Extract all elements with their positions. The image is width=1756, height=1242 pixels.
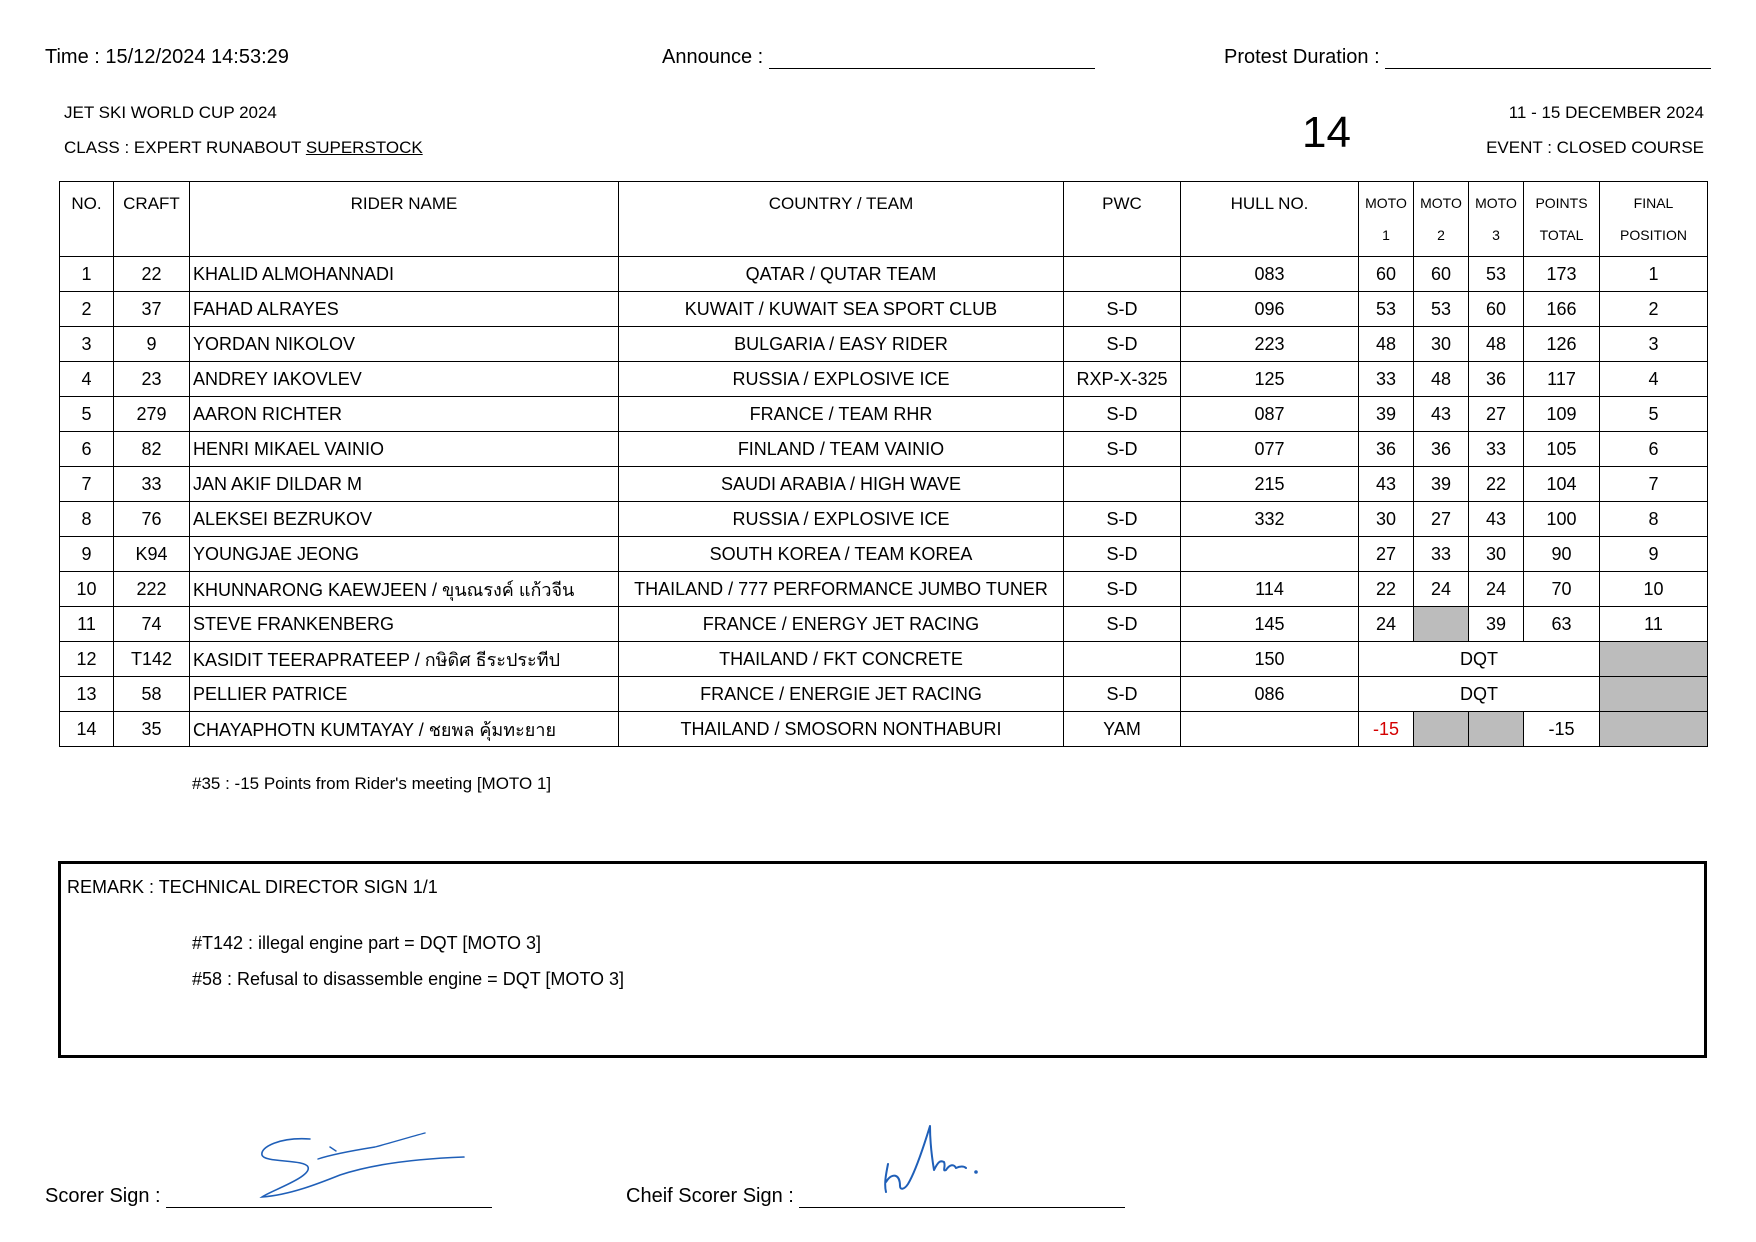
row-rider-name: FAHAD ALRAYES xyxy=(190,292,619,327)
col-rider: RIDER NAME xyxy=(190,182,619,257)
row-final-position: 11 xyxy=(1600,607,1708,642)
row-craft: K94 xyxy=(114,537,190,572)
row-final-position: 6 xyxy=(1600,432,1708,467)
row-rider-name: KHALID ALMOHANNADI xyxy=(190,257,619,292)
row-moto3: 60 xyxy=(1469,292,1524,327)
table-row xyxy=(60,432,1708,467)
row-moto3: 33 xyxy=(1469,432,1524,467)
row-moto3: 22 xyxy=(1469,467,1524,502)
row-hull-no xyxy=(1181,712,1359,747)
table-row xyxy=(60,502,1708,537)
row-rider-name: ANDREY IAKOVLEV xyxy=(190,362,619,397)
row-final-position: 9 xyxy=(1600,537,1708,572)
row-moto2: 30 xyxy=(1414,327,1469,362)
table-row xyxy=(60,327,1708,362)
announce-line xyxy=(662,46,1095,69)
row-status: DQT xyxy=(1359,642,1600,677)
row-moto2 xyxy=(1414,712,1469,747)
penalty-note: #35 : -15 Points from Rider's meeting [MOTO 1] xyxy=(192,774,552,793)
row-craft: 22 xyxy=(114,257,190,292)
row-country-team: SOUTH KOREA / TEAM KOREA xyxy=(619,537,1064,572)
table-row xyxy=(60,467,1708,502)
row-hull-no: 087 xyxy=(1181,397,1359,432)
row-rider-name: YOUNGJAE JEONG xyxy=(190,537,619,572)
row-pwc: S-D xyxy=(1064,607,1181,642)
row-no: 13 xyxy=(60,677,114,712)
row-final-position xyxy=(1600,677,1708,712)
row-final-position: 1 xyxy=(1600,257,1708,292)
col-moto3: MOTO 3 xyxy=(1469,182,1524,257)
row-country-team: RUSSIA / EXPLOSIVE ICE xyxy=(619,362,1064,397)
row-moto3: 27 xyxy=(1469,397,1524,432)
row-points-total: 104 xyxy=(1524,467,1600,502)
row-final-position xyxy=(1600,712,1708,747)
protest-label: Protest Duration : xyxy=(1224,46,1380,68)
row-country-team: RUSSIA / EXPLOSIVE ICE xyxy=(619,502,1064,537)
row-country-team: THAILAND / FKT CONCRETE xyxy=(619,642,1064,677)
row-final-position xyxy=(1600,642,1708,677)
row-country-team: THAILAND / SMOSORN NONTHABURI xyxy=(619,712,1064,747)
row-final-position: 2 xyxy=(1600,292,1708,327)
row-craft: 82 xyxy=(114,432,190,467)
row-hull-no: 332 xyxy=(1181,502,1359,537)
row-pwc: S-D xyxy=(1064,677,1181,712)
table-row xyxy=(60,677,1708,712)
row-moto2: 60 xyxy=(1414,257,1469,292)
event-dates: 11 - 15 DECEMBER 2024 xyxy=(1508,103,1704,122)
row-moto1: 43 xyxy=(1359,467,1414,502)
row-moto1: 33 xyxy=(1359,362,1414,397)
row-status: DQT xyxy=(1359,677,1600,712)
row-rider-name: KHUNNARONG KAEWJEEN / ขุนณรงค์ แก้วจีน xyxy=(190,572,619,607)
row-craft: 9 xyxy=(114,327,190,362)
row-hull-no xyxy=(1181,537,1359,572)
table-row xyxy=(60,362,1708,397)
row-country-team: FRANCE / ENERGIE JET RACING xyxy=(619,677,1064,712)
col-hull: HULL NO. xyxy=(1181,182,1359,257)
col-moto2: MOTO 2 xyxy=(1414,182,1469,257)
time-label: Time : xyxy=(45,46,100,68)
entry-count: 14 xyxy=(1302,108,1351,157)
row-country-team: FRANCE / ENERGY JET RACING xyxy=(619,607,1064,642)
row-rider-name: PELLIER PATRICE xyxy=(190,677,619,712)
row-hull-no: 145 xyxy=(1181,607,1359,642)
announce-label: Announce : xyxy=(662,46,764,68)
row-moto1: 30 xyxy=(1359,502,1414,537)
chief-scorer-signature xyxy=(880,1112,1000,1202)
row-moto1: 36 xyxy=(1359,432,1414,467)
row-moto1: 27 xyxy=(1359,537,1414,572)
row-points-total: 109 xyxy=(1524,397,1600,432)
scorer-label: Scorer Sign : xyxy=(45,1185,161,1207)
row-rider-name: AARON RICHTER xyxy=(190,397,619,432)
row-points-total: 70 xyxy=(1524,572,1600,607)
row-country-team: BULGARIA / EASY RIDER xyxy=(619,327,1064,362)
row-points-total: 166 xyxy=(1524,292,1600,327)
table-row xyxy=(60,537,1708,572)
row-moto2: 27 xyxy=(1414,502,1469,537)
row-points-total: 90 xyxy=(1524,537,1600,572)
row-moto1: 22 xyxy=(1359,572,1414,607)
time-value: 15/12/2024 14:53:29 xyxy=(105,46,289,68)
table-header-row xyxy=(60,182,1708,257)
class-emphasis: SUPERSTOCK xyxy=(305,138,423,157)
row-moto3: 43 xyxy=(1469,502,1524,537)
row-points-total: 117 xyxy=(1524,362,1600,397)
row-hull-no: 083 xyxy=(1181,257,1359,292)
announce-blank xyxy=(769,46,1095,69)
table-row xyxy=(60,607,1708,642)
row-final-position: 5 xyxy=(1600,397,1708,432)
row-no: 14 xyxy=(60,712,114,747)
row-pwc: S-D xyxy=(1064,572,1181,607)
row-rider-name: YORDAN NIKOLOV xyxy=(190,327,619,362)
row-craft: 58 xyxy=(114,677,190,712)
row-pwc: RXP-X-325 xyxy=(1064,362,1181,397)
row-final-position: 7 xyxy=(1600,467,1708,502)
row-rider-name: HENRI MIKAEL VAINIO xyxy=(190,432,619,467)
row-rider-name: STEVE FRANKENBERG xyxy=(190,607,619,642)
row-pwc: S-D xyxy=(1064,397,1181,432)
row-no: 6 xyxy=(60,432,114,467)
row-country-team: SAUDI ARABIA / HIGH WAVE xyxy=(619,467,1064,502)
event-name: JET SKI WORLD CUP 2024 xyxy=(64,103,277,122)
row-hull-no: 223 xyxy=(1181,327,1359,362)
row-final-position: 10 xyxy=(1600,572,1708,607)
remark-box xyxy=(58,861,1707,1058)
table-row xyxy=(60,642,1708,677)
row-rider-name: CHAYAPHOTN KUMTAYAY / ชยพล คุ้มทะยาย xyxy=(190,712,619,747)
row-moto1: 24 xyxy=(1359,607,1414,642)
row-points-total: 105 xyxy=(1524,432,1600,467)
row-no: 11 xyxy=(60,607,114,642)
row-moto2: 43 xyxy=(1414,397,1469,432)
row-pwc xyxy=(1064,467,1181,502)
col-craft: CRAFT xyxy=(114,182,190,257)
col-moto1: MOTO 1 xyxy=(1359,182,1414,257)
table-row xyxy=(60,572,1708,607)
row-no: 1 xyxy=(60,257,114,292)
row-rider-name: ALEKSEI BEZRUKOV xyxy=(190,502,619,537)
row-country-team: FRANCE / TEAM RHR xyxy=(619,397,1064,432)
row-moto3: 48 xyxy=(1469,327,1524,362)
row-moto1: 39 xyxy=(1359,397,1414,432)
row-craft: 33 xyxy=(114,467,190,502)
row-pwc: S-D xyxy=(1064,292,1181,327)
class-prefix: CLASS : EXPERT RUNABOUT xyxy=(64,138,302,157)
row-rider-name: JAN AKIF DILDAR M xyxy=(190,467,619,502)
row-country-team: QATAR / QUTAR TEAM xyxy=(619,257,1064,292)
row-moto3: 53 xyxy=(1469,257,1524,292)
row-hull-no: 086 xyxy=(1181,677,1359,712)
row-pwc xyxy=(1064,257,1181,292)
row-craft: T142 xyxy=(114,642,190,677)
row-craft: 23 xyxy=(114,362,190,397)
row-moto3: 36 xyxy=(1469,362,1524,397)
row-no: 3 xyxy=(60,327,114,362)
row-final-position: 3 xyxy=(1600,327,1708,362)
row-hull-no: 215 xyxy=(1181,467,1359,502)
results-table xyxy=(59,181,1708,747)
row-moto2 xyxy=(1414,607,1469,642)
remark-line: #58 : Refusal to disassemble engine = DQT [MOTO 3] xyxy=(192,969,625,989)
row-no: 10 xyxy=(60,572,114,607)
row-rider-name: KASIDIT TEERAPRATEEP / กษิดิศ ธีระประทีป xyxy=(190,642,619,677)
col-final-position: FINAL POSITION xyxy=(1600,182,1708,257)
row-country-team: KUWAIT / KUWAIT SEA SPORT CLUB xyxy=(619,292,1064,327)
table-row xyxy=(60,257,1708,292)
scorer-signature xyxy=(250,1125,480,1205)
row-hull-no: 096 xyxy=(1181,292,1359,327)
row-points-total: 100 xyxy=(1524,502,1600,537)
row-hull-no: 125 xyxy=(1181,362,1359,397)
row-moto1: 48 xyxy=(1359,327,1414,362)
chief-sign-line xyxy=(626,1185,1125,1208)
row-final-position: 4 xyxy=(1600,362,1708,397)
row-country-team: THAILAND / 777 PERFORMANCE JUMBO TUNER xyxy=(619,572,1064,607)
row-moto3: 30 xyxy=(1469,537,1524,572)
row-points-total: 173 xyxy=(1524,257,1600,292)
row-hull-no: 114 xyxy=(1181,572,1359,607)
row-craft: 37 xyxy=(114,292,190,327)
col-points-total: POINTS TOTAL xyxy=(1524,182,1600,257)
row-moto1: 60 xyxy=(1359,257,1414,292)
remark-line: #T142 : illegal engine part = DQT [MOTO 3] xyxy=(192,933,542,953)
row-moto2: 48 xyxy=(1414,362,1469,397)
remark-title: REMARK : TECHNICAL DIRECTOR SIGN 1/1 xyxy=(67,877,438,897)
row-no: 12 xyxy=(60,642,114,677)
col-pwc: PWC xyxy=(1064,182,1181,257)
row-pwc: S-D xyxy=(1064,502,1181,537)
row-moto2: 36 xyxy=(1414,432,1469,467)
protest-line xyxy=(1224,46,1711,69)
row-points-total: -15 xyxy=(1524,712,1600,747)
row-hull-no: 077 xyxy=(1181,432,1359,467)
row-no: 9 xyxy=(60,537,114,572)
table-row xyxy=(60,397,1708,432)
row-no: 7 xyxy=(60,467,114,502)
row-final-position: 8 xyxy=(1600,502,1708,537)
row-country-team: FINLAND / TEAM VAINIO xyxy=(619,432,1064,467)
row-pwc: YAM xyxy=(1064,712,1181,747)
table-row xyxy=(60,712,1708,747)
row-moto1: 53 xyxy=(1359,292,1414,327)
col-country: COUNTRY / TEAM xyxy=(619,182,1064,257)
row-no: 2 xyxy=(60,292,114,327)
row-points-total: 63 xyxy=(1524,607,1600,642)
class-line xyxy=(64,138,423,158)
event-type: EVENT : CLOSED COURSE xyxy=(1486,138,1704,157)
row-pwc: S-D xyxy=(1064,537,1181,572)
row-craft: 76 xyxy=(114,502,190,537)
row-no: 5 xyxy=(60,397,114,432)
row-pwc: S-D xyxy=(1064,432,1181,467)
row-moto1: -15 xyxy=(1359,712,1414,747)
row-no: 4 xyxy=(60,362,114,397)
row-moto2: 53 xyxy=(1414,292,1469,327)
row-craft: 35 xyxy=(114,712,190,747)
row-pwc xyxy=(1064,642,1181,677)
row-craft: 74 xyxy=(114,607,190,642)
row-points-total: 126 xyxy=(1524,327,1600,362)
time-line xyxy=(45,46,289,69)
row-moto2: 33 xyxy=(1414,537,1469,572)
row-moto2: 39 xyxy=(1414,467,1469,502)
protest-blank xyxy=(1385,46,1711,69)
row-pwc: S-D xyxy=(1064,327,1181,362)
row-moto3: 24 xyxy=(1469,572,1524,607)
row-hull-no: 150 xyxy=(1181,642,1359,677)
col-no: NO. xyxy=(60,182,114,257)
chief-label: Cheif Scorer Sign : xyxy=(626,1185,794,1207)
row-no: 8 xyxy=(60,502,114,537)
table-row xyxy=(60,292,1708,327)
row-moto3 xyxy=(1469,712,1524,747)
row-craft: 222 xyxy=(114,572,190,607)
row-moto2: 24 xyxy=(1414,572,1469,607)
row-craft: 279 xyxy=(114,397,190,432)
row-moto3: 39 xyxy=(1469,607,1524,642)
